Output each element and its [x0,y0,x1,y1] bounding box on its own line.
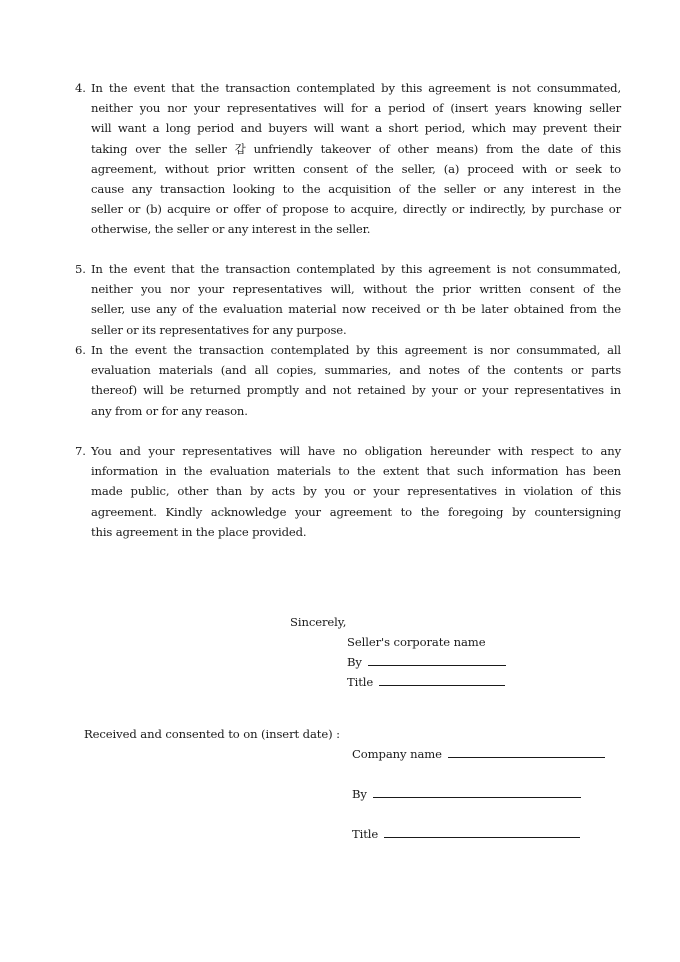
by-label: By [347,655,362,669]
company-name-label: Company name [352,747,442,761]
clause-line: this agreement in the place provided. [91,524,307,539]
clause-line: seller or its representatives for any purpose. [91,322,347,337]
closing-salutation: Sincerely, [290,615,347,629]
title-label: Title [347,675,374,689]
clause-line: seller or (b) acquire or offer of propose to acquire, directly or indirectly, by purchase or [91,202,621,217]
clause-line: otherwise, the seller or any interest in the seller. [91,222,371,237]
clause-line: neither you nor your representatives will, without the prior written consent of the [91,282,621,297]
clause-line: made public, other than by acts by you or your representatives in violation of this [91,484,621,499]
seller-corporate-name: Seller's corporate name [347,635,486,649]
clause-6 [75,340,621,421]
clause-line: In the event the transaction contemplated by this agreement is nor consummated, all [91,343,621,357]
buyer-company-row [352,744,605,764]
clause-number: 5. [75,262,86,276]
clause-line: any from or for any reason. [91,403,248,418]
clause-line: information in the evaluation materials to the extent that such information has been [91,464,621,479]
clause-line: thereof) will be returned promptly and not retained by your or your representatives in [91,383,621,398]
clause-4 [75,78,621,240]
clause-line: will want a long period and buyers will want a short period, which may prevent their [91,121,621,136]
seller-by-signature-line[interactable] [368,653,506,666]
buyer-title-row [352,824,580,844]
clause-line: In the event that the transaction contemplated by this agreement is not consummated, [91,81,621,95]
seller-title-row [347,672,505,692]
buyer-company-signature-line[interactable] [448,745,605,758]
clause-line: taking over the seller 갑 unfriendly takeover of other means) from the date of this [91,141,621,156]
clause-line: agreement, without prior written consent of the seller, (a) proceed with or seek to [91,161,621,176]
title-label: Title [352,827,379,841]
clause-line: You and your representatives will have no obligation hereunder with respect to any [91,444,621,458]
by-label: By [352,787,367,801]
clause-line: seller, use any of the evaluation material now received or th be later obtained from the [91,302,621,317]
clause-line: In the event that the transaction contemplated by this agreement is not consummated, [91,262,621,276]
clause-line: neither you nor your representatives will for a period of (insert years knowing seller [91,101,621,116]
clause-line: evaluation materials (and all copies, summaries, and notes of the contents or parts [91,363,621,378]
clause-number: 7. [75,444,86,458]
clause-number: 6. [75,343,86,357]
buyer-title-signature-line[interactable] [384,825,580,838]
buyer-by-signature-line[interactable] [373,785,581,798]
clause-line: agreement. Kindly acknowledge your agreement to the foregoing by countersigning [91,504,621,519]
clause-number: 4. [75,81,86,95]
buyer-by-row [352,784,581,804]
clause-7 [75,441,621,542]
clause-5 [75,259,621,340]
seller-title-signature-line[interactable] [379,673,505,686]
received-consented-label: Received and consented to on (insert date) : [84,727,340,741]
seller-by-row [347,652,506,672]
clause-line: cause any transaction looking to the acquisition of the seller or any interest in the [91,181,621,196]
